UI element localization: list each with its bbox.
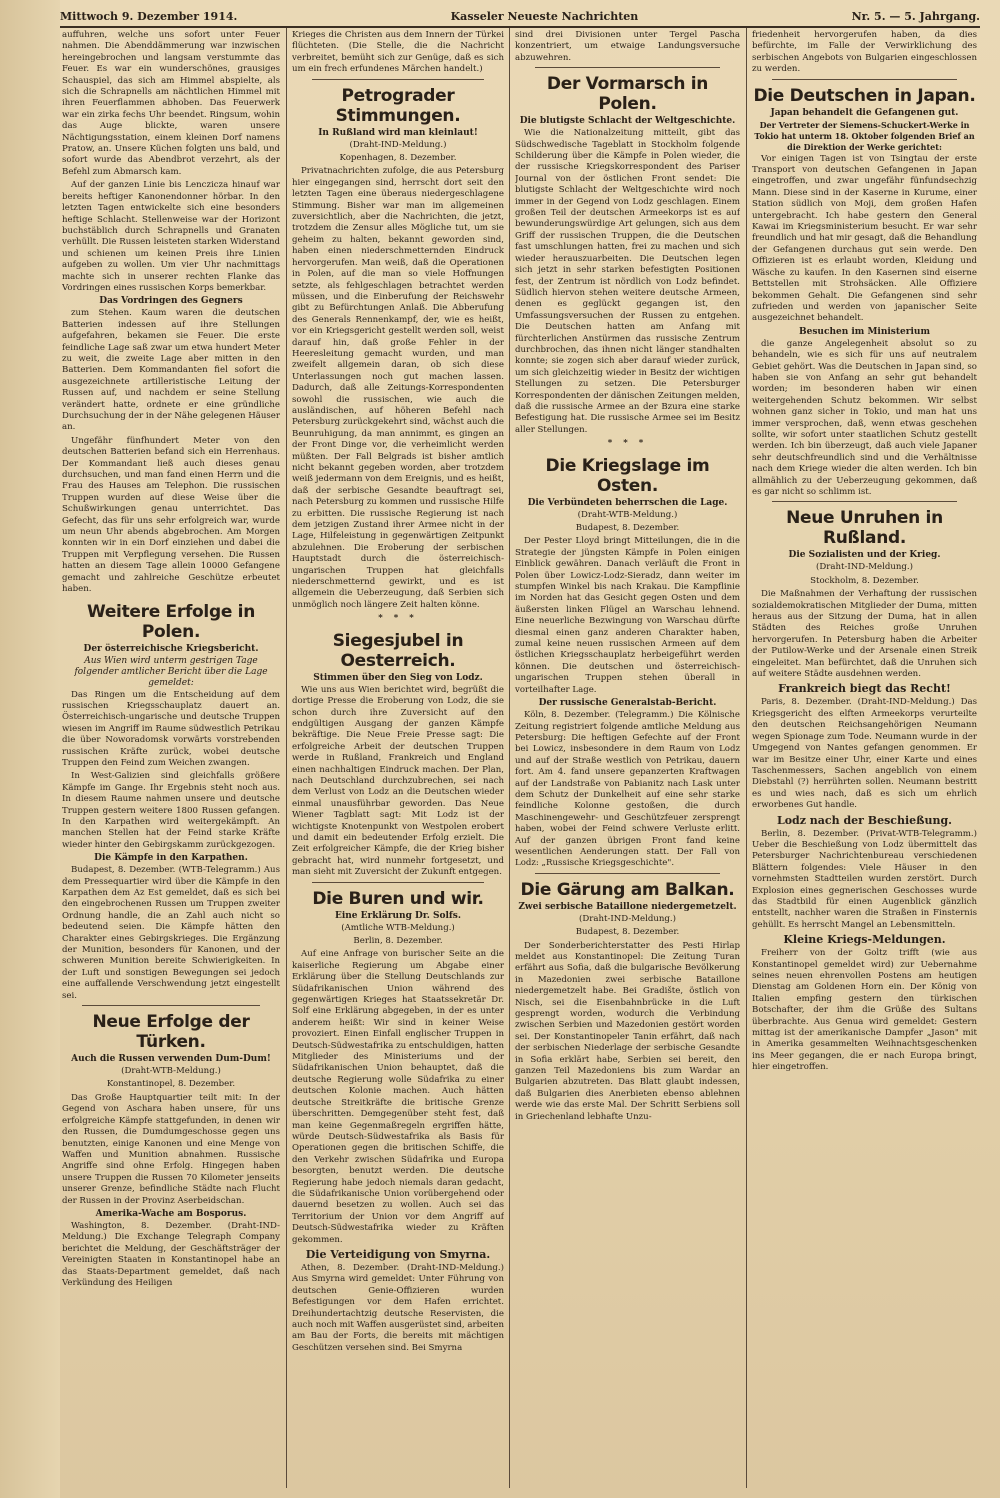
- subheading: Der österreichische Kriegsbericht.: [83, 643, 259, 654]
- article-text: Der Pester Lloyd bringt Mitteilungen, die in die Strategie der jüngsten Kämpfe in Polen einigen Einblick gewähren. Danach verläuft die Front in Polen über Lowicz-Lodz-Sieradz, dann weiter im stumpfen Winkel bis nach Krakau. Die Kampflinie im Norden hat das Gesicht gegen Osten und dem äußersten linken Flügel an Warschau lehnend. Eine neuerliche Bezwingung von Warschau dürfte diesmal einen ganz anderen Charakter haben, zumal keine neuen russischen Armeen auf dem östlichen Kriegsschauplatz herbeigeführt werden können. Die deutschen und österreichisch-ungarischen Truppen stehen überall in vorteilhafter Lage.: [515, 536, 740, 695]
- headline: Petrograder Stimmungen.: [335, 85, 461, 126]
- dateline: (Draht-IND-Meldung.): [349, 139, 447, 150]
- headline: Frankreich biegt das Recht!: [778, 682, 951, 696]
- dateline: (Draht-WTB-Meldung.): [577, 509, 678, 520]
- section-stars: * * *: [607, 438, 648, 449]
- headline: Die Kriegslage im Osten.: [545, 455, 710, 496]
- article-text: Ungefähr fünfhundert Meter von den deutschen Batterien befand sich ein Herrenhaus. Der Kommandant ließ auch dieses genau durchsuchen, und man fand einen Herrn und die Frau des Hauses am Telephon. Die russischen Truppen wurden auf diese Weise über die Schußwirkungen genau unterrichtet. Das Gefecht, das für uns sehr erfolgreich war, wurde um neun Uhr abends abgebrochen. Am Morgen konnten wir in ein Dorf einziehen und dabei die Truppen mit Verpflegung versehen. Die Russen hatten an diesem Tage allein 10000 Gefangene gemacht und zahlreiche Geschütze erbeutet haben.: [62, 435, 280, 595]
- column-rule: [286, 28, 287, 1488]
- subheading: Die Sozialisten und der Krieg.: [788, 550, 941, 561]
- divider: [82, 1005, 260, 1006]
- article-text: Wie uns aus Wien berichtet wird, begrüßt die dortige Presse die Eroberung von Lodz, die sie schon durch ihre Zuversicht auf den endgültigen Ausgang der ganzen Kämpfe bekräftige. Die Neue Freie Presse sagt: Die erfolgreiche Arbeit der deutschen Truppen werde in Rußland, Frankreich und England einen nachhaltigen Eindruck machen. Der Plan, nach Deutschland durchzubrechen, sei nach dem Verlust von Lodz an die Deutschen wieder einmal unausführbar geworden. Das Neue Wiener Tagblatt sagt: Mit Lodz ist der wichtigste Knotenpunkt von Westpolen erobert und damit ein bedeutender Erfolg erzielt. Die Zeit erfolgreicher Kämpfe, die der Krieg bisher gebracht hat, wird nunmehr fortgesetzt, und man sieht mit Zuversicht der Zukunft entgegen.: [292, 684, 504, 878]
- headline: Die Verteidigung von Smyrna.: [305, 1247, 491, 1261]
- intro-note: Aus Wien wird unterm gestrigen Tage folgender amtlicher Bericht über die Lage gemeldet:: [74, 655, 268, 688]
- subheading: Eine Erklärung Dr. Solfs.: [334, 910, 461, 921]
- subheading: Amerika-Wache am Bosporus.: [95, 1208, 247, 1219]
- page-edge-stain: [0, 0, 60, 1498]
- article-text: Auf eine Anfrage von burischer Seite an die kaiserliche Regierung um Abgabe einer Erklärung über die Stellung Deutschlands zur Südafrikanischen Union während des gegenwärtigen Krieges hat Staatssekretär Dr. Solf eine Erklärung abgegeben, in der es unter anderem heißt: Wir sind in keiner Weise provoziert. Einen Einfall englischer Truppen in Deutsch-Südwestafrika zu entschuldigen, hatten Mitglieder des Ministeriums und der Südafrikanischen Union behauptet, daß die deutsche Regierung wolle Südafrika zu einer deutschen Kolonie machen. Auch hätten deutsche Streitkräfte die britische Grenze überschritten. Demgegenüber steht fest, daß man keine Gegenmaßregeln ergriffen hätte, würde Deutsch-Südwestafrika als Basis für Operationen gegen die britischen Schiffe, die den Verkehr zwischen Südafrika und Europa besorgten, benutzt werden. Die deutsche Regierung habe jedoch niemals daran gedacht, die Südafrikanische Union vorübergehend oder dauernd besetzen zu wollen. Auch sei das Territorium der Union vor dem Angriff auf Deutsch-Südwestafrika wieder zu Kräften gekommen.: [292, 949, 504, 1245]
- headline: Der Vormarsch in Polen.: [546, 74, 709, 115]
- subheading: Der russische Generalstab-Bericht.: [538, 698, 717, 709]
- dateline: (Amtliche WTB-Meldung.): [341, 922, 455, 933]
- headline: Lodz nach der Beschießung.: [776, 813, 953, 827]
- article-text: Auf der ganzen Linie bis Lenczicza hinauf war bereits heftiger Kanonendonner hörbar. In den letzten Tagen entwickelte sich eine besonders heftige Schlacht. Stellenweise war der Horizont buchstäblich durch Schrapnells und Granaten verhüllt. Die Russen leisteten starken Widerstand und schienen um keinen Preis ihre Linien aufgeben zu wollen. Um vier Uhr nachmittags machte sich in unserer rechten Flanke das Vordringen eines russischen Korps bemerkbar.: [62, 180, 280, 293]
- article-text: Paris, 8. Dezember. (Draht-IND-Meldung.) Das Kriegsgericht des elften Armeekorps verurteilte den deutschen Reichsangehörigen Neumann wegen Spionage zum Tode. Neumann wurde in der Umgegend von Nantes gefangen genommen. Er war im Besitze einer Uhr, einer Karte und eines Taschenmessers, Sachen angeblich von einem Diebstahl (?) herrührten sollen. Neumann bestritt es und wies nach, daß es sich um ehrlich erworbenes Gut handle.: [752, 697, 977, 811]
- subheading: Besuchen im Ministerium: [799, 326, 930, 337]
- article-text: auffuhren, welche uns sofort unter Feuer nahmen. Die Abenddämmerung war inzwischen hereingebrochen und langsam verstummte das Feuer. Es war ein wunderschönes, grausiges Schauspiel, das sich am Himmel abspielte, als sich die Schrapnells am nächtlichen Himmel mit ihren Feuerflammen abhoben. Das Feuerwerk war ein zirka fechs Uhr beendet. Ringsum, wohin das Auge blickte, waren unsere Nächtigungsstation, einem kleinen Dorf namens Pratow, an. Unsere Küchen folgten uns bald, und sofort wurde das Abendbrot verzehrt, als der Befehl zum Abmarsch kam.: [62, 30, 280, 177]
- column-4: [752, 30, 977, 1488]
- headline: Neue Erfolge der Türken.: [92, 1012, 250, 1053]
- dateline: Berlin, 8. Dezember.: [353, 936, 443, 946]
- article-text: Freiherr von der Goltz trifft (wie aus Konstantinopel gemeldet wird) zur Uebernahme seines neuen ehrenvollen Postens am heutigen Dienstag am Goldenen Horn ein. Der König von Italien empfing gestern den türkischen Botschafter, der ihm die Grüße des Sultans überbrachte. Aus Genua wird gemeldet: Gestern mittag ist der amerikanische Dampfer „Jason" mit in Amerika gesammelten Weihnachtsgeschenken ins Meer gegangen, die er nach Europa bringt, hier eingetroffen.: [752, 948, 977, 1073]
- article-text: Der Sonderberichterstatter des Pesti Hirlap meldet aus Konstantinopel: Die Zeitung Turan erfährt aus Sofia, daß die bulgarische Bevölkerung in Mazedonien zwei serbische Bataillone niedergemetzelt habe. Bei Gradište, östlich von Nisch, sei die Eisenbahnbrücke in die Luft gesprengt worden, wodurch die Verbindung zwischen Serbien und Mazedonien gestört worden sei. Der Konstantinopeler Tanin erfährt, daß nach der serbischen Niederlage der serbische Gesandte in Sofia erklärt habe, Serbien sei bereit, den ganzen Teil Mazedoniens bis zum Wardar an Bulgarien abzutreten. Das Blatt glaubt indessen, daß Bulgarien dies Anerbieten ebenso ablehnen werde wie das erste Mal. Der Schritt Serbiens soll in Griechenland lebhafte Unzu-: [515, 940, 740, 1122]
- dateline: (Draht-IND-Meldung.): [578, 913, 677, 924]
- subheading: Die blutigste Schlacht der Weltgeschichte.: [519, 116, 736, 127]
- headline: Kleine Kriegs-Meldungen.: [783, 933, 946, 947]
- column-rule: [509, 28, 510, 1488]
- subheading: Stimmen über den Sieg von Lodz.: [313, 672, 483, 683]
- article-text: Das Große Hauptquartier teilt mit: In der Gegend von Aschara haben unsere, für uns erfolgreiche Kämpfe stattgefunden, in denen wir den Russen, die Dumdumgeschosse gegen uns benutzten, einige Kanonen und eine Menge von Waffen und Munition abnahmen. Russische Angriffe sind ohne Erfolg. Hingegen haben unsere Truppen die Russen 70 Kilometer jenseits unserer Grenze, befindliche Städte nach Flucht der Russen in der Provinz Aserbeidschan.: [62, 1092, 280, 1206]
- subheading: Japan behandelt die Gefangenen gut.: [770, 107, 959, 118]
- divider: [772, 79, 957, 80]
- article-text: Privatnachrichten zufolge, die aus Petersburg hier eingegangen sind, herrscht dort seit den letzten Tagen eine überaus niedergeschlagene Stimmung. Bisher war man im allgemeinen zuversichtlich, aber die Nachrichten, die jetzt, trotzdem die Zensur alles Mögliche tut, um sie geheim zu halten, bekannt geworden sind, haben einen niederschmetternden Eindruck hervorgerufen. Man weiß, daß die Operationen in Polen, auf die man so viele Hoffnungen setzte, als fehlgeschlagen betrachtet werden müssen, und die Einberufung der Reichswehr gibt zu Befürchtungen Anlaß. Die Abberufung des Generals Rennenkampf, der, wie es heißt, vor ein Kriegsgericht gestellt werden soll, weist darauf hin, daß große Fehler in der Heeresleitung gemacht wurden, und man zweifelt allgemein daran, ob sich diese Unterlassungen noch gut machen lassen. Dadurch, daß alle Zeitungs-Korrespondenten sowohl die russischen, wie auch die ausländischen, auf höheren Befehl nach Petersburg zurückgekehrt sind, wächst auch die Beunruhigung, da man annimmt, es gingen an der Front Dinge vor, die verheimlicht werden müßten. Der Fall Belgrads ist bisher amtlich nicht bekannt gegeben worden, aber trotzdem weiß jedermann von dem Ereignis, und es heißt, daß der serbische Gesandte beauftragt sei, nach Petersburg zu kommen und russische Hilfe zu erbitten. Die russische Regierung ist nach dem jetzigen Zustand ihrer Armee nicht in der Lage, Hilfeleistung in gegenwärtigen Zeitpunkt abzulehnen. Die Eroberung der serbischen Hauptstadt durch die österreichisch-ungarischen Truppen hat gleichfalls niederschmetternd gewirkt, und es ist allgemein die Ueberzeugung, daß Serbien sich unmöglich noch längere Zeit halten könne.: [292, 166, 504, 610]
- headline: Siegesjubel in Oesterreich.: [332, 630, 464, 671]
- dateline: Konstantinopel, 8. Dezember.: [106, 1079, 236, 1090]
- article-text: Wie die Nationalzeitung mitteilt, gibt das Südschwedische Tageblatt in Stockholm folgende Schilderung über die Kämpfe in Polen wieder, die der russische Kriegskorrespondent des Pariser Journal von der östlichen Front sendet: Die blutigste Schlacht der Weltgeschichte wird noch immer in der Gegend von Lodz geschlagen. Einem großen Teil der deutschen Armeekorps ist es auf bewunderungswürdige Art gelungen, sich aus dem Griff der russischen Truppen, die die Deutschen fast umschlungen hatten, frei zu machen und sich wieder herauszuarbeiten. Die Deutschen legen sich jetzt in sehr starken befestigten Positionen fest, der Zentrum ist nördlich von Lodz befindet. Südlich hiervon stehen weitere deutsche Armeen, denen es geglückt gegangen ist, den Umfassungsversuchen der Russen zu entgehen. Die Deutschen hatten am Anfang mit fürchterlichen Anstürmen das russische Zentrum durchbrochen, das ihnen nicht länger standhalten konnte; sie zogen sich aber darauf wieder zurück, um sich gleichzeitig wieder in Besitz der wichtigen Stellungen zu setzen. Die Petersburger Korrespondenten der dänischen Zeitungen melden, daß die russische Armee an der Bzura eine starke Befestigung hat. Die russische Armee sei im Besitz aller Stellungen.: [515, 128, 740, 435]
- article-text: Berlin, 8. Dezember. (Privat-WTB-Telegramm.) Ueber die Beschießung von Lodz übermittelt das Petersburger Nachrichtenbureau verschiedenen Blättern folgendes: Viele Häuser in den vornehmsten Stadtteilen wurden zerstört. Durch Explosion eines gegnerischen Geschosses wurde das Stadtbild für einen Augenblick gänzlich entstellt, nachher waren die Straßen in Finsternis gehüllt. Es herrscht Mangel an Lebensmitteln.: [752, 828, 977, 930]
- dateline: Kopenhagen, 8. Dezember.: [339, 153, 457, 164]
- article-text: Köln, 8. Dezember. (Telegramm.) Die Kölnische Zeitung registriert folgende amtliche Meldung aus Petersburg: Die heftigen Gefechte auf der Front bei Lowicz, insbesondere in dem Raum von Lodz und auf der Straße westlich von Petrikau, dauern fort. Am 4. fand unsere gepanzerten Kraftwagen auf der Landstraße von Pabianitz nach Lask unter dem Schutz der Dunkelheit auf eine sehr starke feindliche Kolonne gestoßen, die durch Maschinengewehr- und Geschützfeuer zersprengt haben, wobei der Feind schwere Verluste erlitt. Auf der ganzen übrigen Front fand keine wesentlichen Aenderungen statt. Der Fall von Lodz: „Russische Kriegsgeschichte".: [515, 710, 740, 869]
- subheading: Die Verbündeten beherrschen die Lage.: [527, 497, 728, 508]
- article-text: Vor einigen Tagen ist von Tsingtau der erste Transport von deutschen Gefangenen in Japan eingetroffen, und zwar ungefähr fünfundsechzig Mann. Diese sind in der Kaserne in Kurume, einer Station südlich von Moji, dem großen Hafen untergebracht. Ich habe gestern den General Kawai im Kriegsministerium besucht. Er war sehr freundlich und hat mir gesagt, daß die Behandlung der Gefangenen durchaus gut sein werde. Den Offizieren ist es erlaubt worden, Kleidung und Wäsche zu kaufen. In den Kasernen sind eiserne Bettstellen mit Strohsäcken. Alle Offiziere bekommen Gehalt. Die Gefangenen sind sehr zufrieden und werden von japanischer Seite ausgezeichnet behandelt.: [752, 153, 977, 324]
- divider: [312, 882, 484, 883]
- column-rule: [746, 28, 747, 1488]
- article-text: Das Ringen um die Entscheidung auf dem russischen Kriegsschauplatz dauert an. Österreichisch-ungarische und deutsche Truppen wiesen im Angriff im Raume südwestlich Petrikau die über Noworadomsk vorwärts vorstrebenden russischen Kräfte zurück, wobei deutsche Truppen den Feind zum Weichen zwangen.: [62, 689, 280, 768]
- divider: [772, 501, 957, 502]
- divider: [312, 79, 484, 80]
- subheading: In Rußland wird man kleinlaut!: [318, 127, 478, 138]
- masthead-issue: Nr. 5. — 5. Jahrgang.: [851, 9, 980, 23]
- article-text: Budapest, 8. Dezember. (WTB-Telegramm.) Aus dem Pressequartier wird über die Kämpfe in den Karpathen dem Az Est gemeldet, daß es sich bei den eingebrochenen Russen um Truppen zweiter Ordnung handle, die an Zahl auch nicht so bedeutend seien. Die Kämpfe hätten den Charakter eines Gebirgskrieges. Die Ergänzung der Munition, besonders für Kanonen, und der schweren Munition bereite Schwierigkeiten. In der Luft und sonstigen Bewegungen sei jedoch eine auffallende Verschwendung jetzt eingestellt sei.: [62, 865, 280, 1001]
- column-3: [515, 30, 740, 1488]
- section-stars: * * *: [378, 613, 418, 624]
- headline: Die Buren und wir.: [312, 888, 484, 909]
- column-2: [292, 30, 504, 1488]
- subheading: Das Vordringen des Gegners: [99, 296, 243, 307]
- intro-note: Der Vertreter der Siemens-Schuckert-Werke in Tokio hat unterm 18. Oktober folgenden Brief an die Direktion der Werke gerichtet:: [754, 119, 975, 152]
- subheading: Die Kämpfe in den Karpathen.: [94, 853, 248, 864]
- article-text: sind drei Divisionen unter Tergel Pascha konzentriert, um etwaige Landungsversuche abzuwehren.: [515, 30, 740, 63]
- masthead: [60, 8, 980, 28]
- masthead-date: Mittwoch 9. Dezember 1914.: [60, 9, 238, 23]
- article-text: Krieges die Christen aus dem Innern der Türkei flüchteten. (Die Stelle, die die Nachricht verbreitet, bemüht sich zur Genüge, daß es sich um ein frech erfundenes Märchen handelt.): [292, 30, 504, 75]
- dateline: (Draht-IND-Meldung.): [815, 562, 914, 573]
- headline: Neue Unruhen in Rußland.: [786, 508, 943, 549]
- masthead-title: Kasseler Neueste Nachrichten: [450, 9, 639, 23]
- article-text: Die Maßnahmen der Verhaftung der russischen sozialdemokratischen Mitglieder der Duma, mitten heraus aus der Sitzung der Duma, hat in allen Städten des Reiches große Unruhen hervorgerufen. In Petersburg haben die Arbeiter der Putilow-Werke und der Arsenale einen Streik eingeleitet. Man befürchtet, daß die Unruhen sich auf weitere Städte ausdehnen werden.: [752, 589, 977, 680]
- headline: Die Deutschen in Japan.: [753, 85, 976, 106]
- article-text: friedenheit hervorgerufen haben, da dies befürchte, im Falle der Verwirklichung des serbischen Angebots von Bulgarien eingeschlossen zu werden.: [752, 30, 977, 75]
- article-text: Athen, 8. Dezember. (Draht-IND-Meldung.) Aus Smyrna wird gemeldet: Unter Führung von deutschen Genie-Offizieren wurden Befestigungen vor dem Hafen errichtet. Dreihundertachtzig deutsche Reservisten, die auch noch mit Waffen ausgerüstet sind, arbeiten am Bau der Forts, die bereits mit mächtigen Geschützen versehen sind. Bei Smyrna: [292, 1262, 504, 1353]
- dateline: Budapest, 8. Dezember.: [575, 523, 680, 533]
- article-text: In West-Galizien sind gleichfalls größere Kämpfe im Gange. Ihr Ergebnis steht noch aus. In diesem Raume nahmen unsere und deutsche Truppen gestern weitere 1800 Russen gefangen. In den Karpathen wird weitergekämpft. An manchen Stellen hat der Feind starke Kräfte wieder hinter den Gebirgskamm zurückgezogen.: [62, 771, 280, 850]
- headline: Weitere Erfolge in Polen.: [86, 601, 256, 642]
- subheading: Zwei serbische Bataillone niedergemetzelt.: [518, 901, 737, 912]
- article-text: die ganze Angelegenheit absolut so zu behandeln, wie es sich für uns auf neutralem Gebiet gehört. Was die Deutschen in Japan sind, so haben sie von Anfang an sehr gut behandelt worden; im besonderen haben wir einen weitergehenden Schutz bekommen. Wir selbst wohnen ganz sicher in Tokio, und man hat uns immer versprochen, daß, wenn etwas geschehen sollte, wir sofort unter staatlichen Schutz gestellt werden. Ich bin überzeugt, daß auch viele Japaner sehr deutschfreundlich sind und die Verhältnisse nach dem Kriege wieder die alten werden. Ich bin allmählich zu der Ueberzeugung gekommen, daß es gar nicht so schlimm ist.: [752, 338, 977, 497]
- column-1: [62, 30, 280, 1488]
- headline: Die Gärung am Balkan.: [520, 879, 735, 900]
- dateline: (Draht-WTB-Meldung.): [121, 1066, 221, 1077]
- dateline: Budapest, 8. Dezember.: [575, 927, 680, 938]
- divider: [535, 67, 720, 68]
- dateline: Stockholm, 8. Dezember.: [810, 575, 919, 586]
- article-text: zum Stehen. Kaum waren die deutschen Batterien indessen auf ihre Stellungen aufgefahren, bekamen sie Feuer. Die erste feindliche Lage saß zwar um etwa hundert Meter zu weit, die zweite Lage aber mitten in den Batterien. Dem Kommandanten fiel sofort die ausgezeichnete artilleristische Leitung der Russen auf, und nachdem er seine Stellung verändert hatte, ordnete er eine gründliche Durchsuchung der in der Nähe gelegenen Häuser an.: [62, 308, 280, 433]
- divider: [535, 873, 720, 874]
- subheading: Auch die Russen verwenden Dum-Dum!: [71, 1054, 271, 1065]
- article-text: Washington, 8. Dezember. (Draht-IND-Meldung.) Die Exchange Telegraph Company berichtet die Meldung, der Geschäftsträger der Vereinigten Staaten in Konstantinopel habe an das Staats-Department gemeldet, daß nach Verkündung des Heiligen: [62, 1220, 280, 1288]
